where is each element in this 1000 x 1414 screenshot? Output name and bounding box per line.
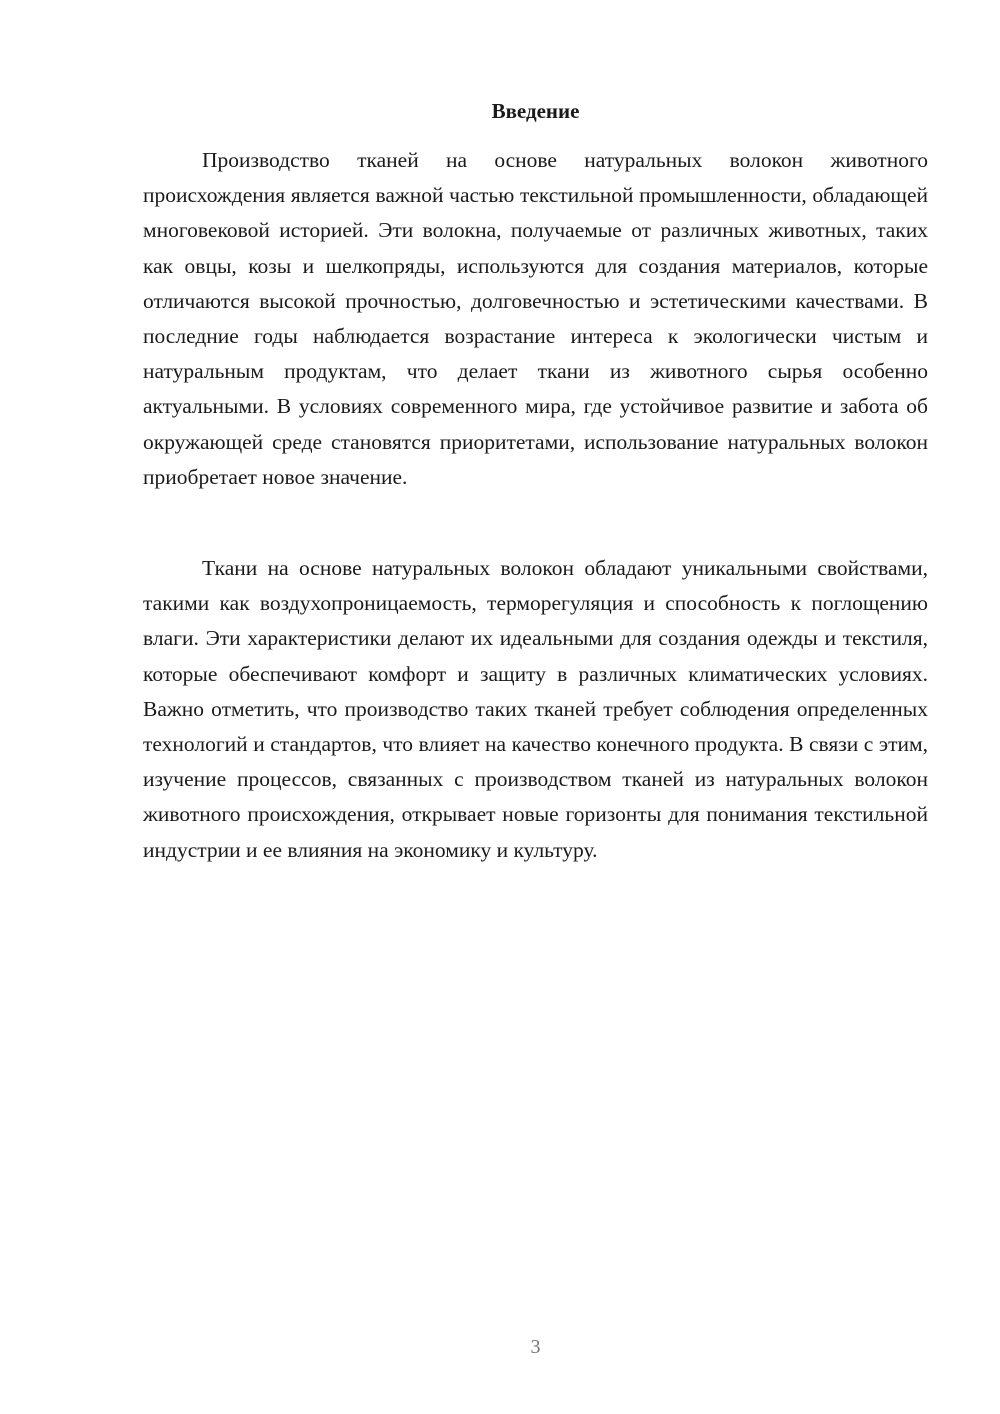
- paragraph-1: Производство тканей на основе натуральных волокон животного происхождения является важной частью текстильной промышленности, обладающей многовековой историей. Эти волокна, получаемые от различных животных, таких как овцы, козы и шелкопряды, используются для создания материалов, которые отличаются высокой прочностью, долговечностью и эстетическими качествами. В последние годы наблюдается возрастание интереса к экологически чистым и натуральным продуктам, что делает ткани из животного сырья особенно актуальными. В условиях современного мира, где устойчивое развитие и забота об окружающей среде становятся приоритетами, использование натуральных волокон приобретает новое значение.: [143, 148, 928, 489]
- section-title: Введение: [491, 99, 580, 123]
- paragraph-2: Ткани на основе натуральных волокон обладают уникальными свойствами, такими как воздухопроницаемость, терморегуляция и способность к поглощению влаги. Эти характеристики делают их идеальными для создания одежды и текстиля, которые обеспечивают комфорт и защиту в различных климатических условиях. Важно отметить, что производство таких тканей требует соблюдения определенных технологий и стандартов, что влияет на качество конечного продукта. В связи с этим, изучение процессов, связанных с производством тканей из натуральных волокон животного происхождения, открывает новые горизонты для понимания текстильной индустрии и ее влияния на экономику и культуру.: [143, 556, 928, 862]
- document-page: [143, 0, 928, 1414]
- page-number: 3: [530, 1336, 541, 1358]
